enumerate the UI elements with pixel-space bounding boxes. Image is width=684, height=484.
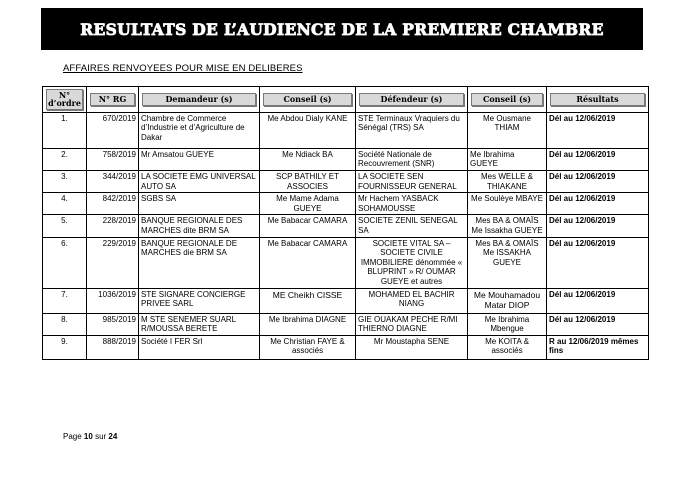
table-row [43, 193, 649, 215]
section-title: AFFAIRES RENVOYEES POUR MISE EN DELIBERES [63, 63, 303, 74]
cell-resultat: Dél au 12/06/2019 [547, 288, 649, 313]
cell-demandeur: BANQUE REGIONALE DE MARCHES die BRM SA [139, 237, 260, 288]
footer-sur-label: sur [95, 432, 107, 441]
cell-rg: 842/2019 [87, 193, 139, 215]
table-row [43, 112, 649, 148]
table-row [43, 313, 649, 335]
cell-demandeur: STE SIGNARE CONCIERGE PRIVEE SARL [139, 288, 260, 313]
table-row [43, 335, 649, 359]
cell-defendeur: Société Nationale de Recouvrement (SNR) [356, 148, 468, 170]
cell-conseil-demandeur: SCP BATHILY ET ASSOCIES [260, 170, 356, 192]
cell-ordre: 2. [43, 148, 87, 170]
cell-demandeur: LA SOCIETE EMG UNIVERSAL AUTO SA [139, 170, 260, 192]
cell-rg: 229/2019 [87, 237, 139, 288]
cell-rg: 888/2019 [87, 335, 139, 359]
header-conseil-demandeur: Conseil (s) [260, 87, 356, 113]
cell-conseil-defendeur: Me Mouhamadou Matar DIOP [468, 288, 547, 313]
cell-defendeur: LA SOCIETE SEN FOURNISSEUR GENERAL [356, 170, 468, 192]
cell-rg: 344/2019 [87, 170, 139, 192]
cell-rg: 670/2019 [87, 112, 139, 148]
cell-rg: 1036/2019 [87, 288, 139, 313]
cell-conseil-demandeur: Me Ibrahima DIAGNE [260, 313, 356, 335]
footer-page-label: Page [63, 432, 82, 441]
cell-conseil-defendeur: Me Ibrahima GUEYE [468, 148, 547, 170]
cell-defendeur: MOHAMED EL BACHIR NIANG [356, 288, 468, 313]
table-row [43, 170, 649, 192]
cell-resultat: R au 12/06/2019 mêmes fins [547, 335, 649, 359]
cell-conseil-defendeur: Me Ousmane THIAM [468, 112, 547, 148]
cell-ordre: 6. [43, 237, 87, 288]
results-table [42, 86, 649, 360]
cell-demandeur: Mr Amsatou GUEYE [139, 148, 260, 170]
cell-conseil-demandeur: ME Cheikh CISSE [260, 288, 356, 313]
cell-conseil-defendeur: Mes BA & OMAÏS Me ISSAKHA GUEYE [468, 237, 547, 288]
cell-demandeur: Chambre de Commerce d’Industrie et d’Agriculture de Dakar [139, 112, 260, 148]
header-ordre: N° d’ordre [43, 87, 87, 113]
cell-ordre: 7. [43, 288, 87, 313]
cell-conseil-defendeur: Me Ibrahima Mbengue [468, 313, 547, 335]
cell-defendeur: STE Terminaux Vraquiers du Sénégal (TRS) SA [356, 112, 468, 148]
cell-resultat: Dél au 12/06/2019 [547, 313, 649, 335]
cell-demandeur: Société I FER Srl [139, 335, 260, 359]
cell-demandeur: M STE SENEMER SUARL R/MOUSSA BERETE [139, 313, 260, 335]
cell-rg: 758/2019 [87, 148, 139, 170]
cell-conseil-defendeur: Me Soulèye MBAYE [468, 193, 547, 215]
cell-defendeur: Mr Moustapha SENE [356, 335, 468, 359]
table-row [43, 148, 649, 170]
cell-ordre: 8. [43, 313, 87, 335]
cell-ordre: 9. [43, 335, 87, 359]
cell-resultat: Dél au 12/06/2019 [547, 215, 649, 237]
cell-defendeur: SOCIETE VITAL SA –SOCIETE CIVILE IMMOBILIERE dénommée « BLUPRINT » R/ OUMAR GUEYE et autres [356, 237, 468, 288]
cell-resultat: Dél au 12/06/2019 [547, 193, 649, 215]
cell-rg: 985/2019 [87, 313, 139, 335]
cell-ordre: 5. [43, 215, 87, 237]
table-row [43, 215, 649, 237]
footer-page-number: 10 [83, 432, 93, 441]
cell-resultat: Dél au 12/06/2019 [547, 170, 649, 192]
page-banner-title: RESULTATS DE L’AUDIENCE DE LA PREMIERE CHAMBRE [41, 8, 643, 50]
cell-resultat: Dél au 12/06/2019 [547, 112, 649, 148]
cell-defendeur: Mr Hachem YASBACK SOHAMOUSSE [356, 193, 468, 215]
header-conseil-defendeur: Conseil (s) [468, 87, 547, 113]
header-demandeur: Demandeur (s) [139, 87, 260, 113]
cell-demandeur: SGBS SA [139, 193, 260, 215]
cell-resultat: Dél au 12/06/2019 [547, 237, 649, 288]
cell-conseil-defendeur: Mes WELLE & THIAKANE [468, 170, 547, 192]
cell-conseil-defendeur: Me KOITA & associés [468, 335, 547, 359]
cell-defendeur: SOCIETE ZENIL SENEGAL SA [356, 215, 468, 237]
cell-conseil-demandeur: Me Ndiack BA [260, 148, 356, 170]
cell-conseil-demandeur: Me Babacar CAMARA [260, 215, 356, 237]
header-resultats: Résultats [547, 87, 649, 113]
cell-defendeur: GIE OUAKAM PECHE R/MI THIERNO DIAGNE [356, 313, 468, 335]
footer-total-pages: 24 [108, 432, 118, 441]
table-row [43, 288, 649, 313]
cell-conseil-demandeur: Me Christian FAYE & associés [260, 335, 356, 359]
cell-demandeur: BANQUE REGIONALE DES MARCHES dite BRM SA [139, 215, 260, 237]
cell-conseil-defendeur: Mes BA & OMAÏS Me Issakha GUEYE [468, 215, 547, 237]
cell-ordre: 3. [43, 170, 87, 192]
header-rg: N° RG [87, 87, 139, 113]
cell-resultat: Dél au 12/06/2019 [547, 148, 649, 170]
cell-conseil-demandeur: Me Abdou Dialy KANE [260, 112, 356, 148]
table-header-row [43, 87, 649, 113]
header-defendeur: Défendeur (s) [356, 87, 468, 113]
cell-conseil-demandeur: Me Babacar CAMARA [260, 237, 356, 288]
page-footer [63, 432, 117, 441]
cell-rg: 228/2019 [87, 215, 139, 237]
cell-conseil-demandeur: Me Mame Adama GUEYE [260, 193, 356, 215]
cell-ordre: 4. [43, 193, 87, 215]
cell-ordre: 1. [43, 112, 87, 148]
table-row [43, 237, 649, 288]
